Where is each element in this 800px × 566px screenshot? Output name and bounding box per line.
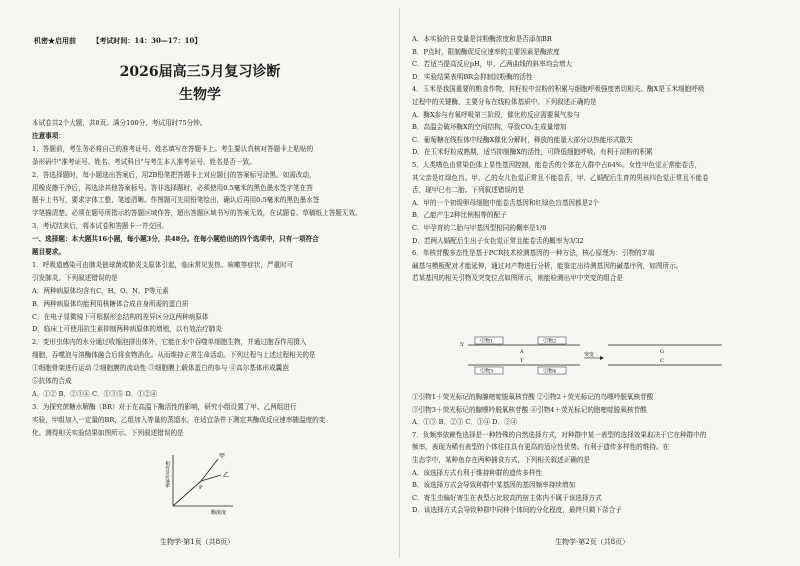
text-line: B．两种病原体均能利用核糖体合成自身所需的蛋白质: [32, 299, 189, 308]
curve-yi: [173, 475, 221, 506]
text-line: A．该选择方式有利于维持种群的遗传多样性: [412, 468, 543, 477]
text-line: 舌，现甲已有二胎。下列叙述错误的是: [412, 186, 525, 195]
text-line: B．该选择方式会导致种群中某基因的基因频率持续增加: [412, 481, 576, 490]
text-line: A．甲的一个初级卵母细胞中能卷舌基因和红绿色盲基因都是2个: [412, 198, 599, 207]
x-axis-label: 酶浓度: [211, 510, 227, 515]
text-line: 5．人类嗜色由常染色体上显性基因控制，能卷舌的个体在人群中占64%。女性甲色觉正常能卷舌，: [412, 161, 702, 169]
curve-jia: [173, 459, 218, 506]
text-line: 实验，甲组加入一定量的BR，乙组加入等量的蒸馏水，在适宜条件下测定其酶促反应速率随温度的变: [32, 415, 326, 424]
page-title: 2026届高三5月复习诊断: [119, 64, 281, 80]
text-line: A．酶X参与有氧呼吸第三阶段，催化的反应需要氧气参与: [412, 110, 580, 119]
text-line: C．寄生虫偏好寄生在表型占比较高的宿主体内不属于该选择方式: [412, 493, 602, 502]
text-line: 碱基与模板配对才能延伸，通过对产物进行分析，能鉴定出待测基因的碱基序列，如图所示。: [412, 261, 683, 270]
text-line: 3．考试结束后，将本试卷和答题卡一并交回。: [32, 222, 169, 231]
text-line: 题目要求。: [32, 248, 65, 256]
footer-right: 生物学·第2页（共8页）: [555, 538, 630, 546]
text-line: 1．答题前，考生务必将自己的准考证号、姓名填写在答题卡上。考生要认真核对答题卡上粘贴的: [32, 144, 314, 153]
footer-left: 生物学·第1页（共8页）: [160, 538, 235, 546]
text-line: 2．答选择题时，每小题选出答案后，用2B铅笔把答题卡上对应题目的答案标号涂黑。如需改动，: [32, 170, 316, 179]
base-c: C: [660, 358, 664, 364]
y-axis-label: 相对反应速率: [164, 461, 170, 488]
mutation-label: 突变: [584, 352, 595, 358]
text-line: 1．呼吸道感染可由肺炎链球菌或肺炎支原体引起，临床常见发热、咳嗽等症状，严重时可: [32, 260, 294, 269]
text-line: C．若适当提高反应pH，甲、乙两曲线的斜率均会增大: [412, 60, 573, 69]
curve-yi-label: 乙: [223, 472, 230, 479]
base-g: G: [660, 349, 664, 355]
text-line: C．甲孕育的二胎与甲基因型相同的概率是1/8: [412, 224, 547, 232]
text-line: A．①② B．②③④ C．①③⑤ D．①②④: [32, 389, 158, 398]
text-line: ①细胞骨架进行运动 ②细胞膜的流动性 ③细胞膜上载体蛋白的参与 ④高尔基体形成囊泡: [32, 364, 289, 373]
text-line: 本试卷共2个大题，共8页。满分100分，考试用时75分钟。: [32, 119, 207, 127]
secret-label: 机密★启用前: [34, 36, 76, 45]
text-line: A．本实验的自变量是淀粉酶浓度和是否添加BR: [412, 35, 552, 43]
text-line: 过程中的关键酶，主要分布在线粒体基质中。下列叙述正确的是: [412, 98, 597, 106]
text-line: D．若两人婚配后生出子女色觉正常且能卷舌的概率为3/32: [412, 236, 584, 245]
text-line: 引发肺炎。下列叙述错误的是: [32, 273, 118, 282]
subject-title: 生物学: [179, 87, 221, 103]
point-p: P: [199, 485, 203, 491]
exam-time: 【考试时间：14：30—17：10】: [92, 36, 202, 45]
text-line: 题卡上书写，要求字体工整、笔迹清晰。作图题可先用铅笔绘出，确认后再用0.5毫米的黑色墨水签: [32, 196, 320, 205]
text-line: 3．为探究蔗糖水解酶（BR）对于在高温下酶活性的影响，研究小组设置了甲、乙两组进行: [32, 402, 297, 411]
text-line: D．在玉米籽粒成熟期，适当抑制酶X的活性，可降低细胞呼吸，有利于淀粉的积累: [412, 148, 653, 157]
text-line: B．乙能产生2种比例相等的配子: [412, 211, 507, 220]
text-line: 频率，表现为稀有表型的个体往往具有更高的适应性优势。有利于遗传多样性的维持。在: [412, 443, 670, 452]
text-line: 一、选择题：本大题共16小题，每小题3分，共48分。在每小题给出的四个选项中，只有一项符合: [32, 235, 319, 244]
exam-header: [34, 36, 201, 46]
base-t: T: [520, 358, 524, 364]
text-line: C．在电子显微镜下可根据形态结构的差异区分这两种病原体: [32, 312, 209, 321]
primer1-label: 引物1: [480, 338, 494, 345]
text-line: 若某基因的相关引物及突变位点如图所示，则能检测出甲中突变的组合是: [412, 274, 623, 283]
text-line: 注意事项：: [32, 131, 65, 140]
text-line: 条形码中"准考证号、姓名、考试科目"与考生本人准考证号、姓名是否一致。: [32, 157, 256, 166]
primer2-label: 引物2: [543, 338, 557, 345]
primer4-label: 引物4: [543, 368, 557, 375]
text-line: A．①③ B．②③ C．①④ D．②④: [412, 418, 518, 427]
text-line: A．两种病原体均含有C、H、O、N、P等元素: [32, 286, 169, 295]
text-line: 7．负频率依赖性选择是一种特殊的自然选择方式，对种群中某一表型的选择效果取决于它在种群中的: [412, 430, 707, 439]
page-right: [400, 0, 800, 566]
text-line: ③引物3＋荧光标记的腺嘌呤脱氧核苷酸 ④引物4＋荧光标记的胞嘧啶脱氧核苷酸: [412, 405, 647, 414]
text-line: D．该选择方式会导致种群中同种个体间的分化程度，最终只剩下杂合子: [412, 506, 622, 515]
text-line: 生态学中，某种鱼存在两种捕食方式，下列相关叙述正确的是: [412, 456, 591, 464]
text-line: 6．单核苷酸多态性是基于PCR技术检测基因的一种方法，核心原理为：引物的3'端: [412, 249, 655, 258]
text-line: B．P点时，限制酶促反应速率的主要因素是酶浓度: [412, 47, 560, 56]
curve-jia-label: 甲: [219, 453, 226, 460]
base-a: A: [520, 349, 524, 355]
text-line: 化。测得相关实验结果如图所示。下列叙述错误的是: [32, 428, 184, 437]
text-line: B．高温会破坏酶X的空间结构，导致CO₂生成量增加: [412, 123, 567, 132]
text-line: 其父亲是红绿色盲。甲、乙的女儿色觉正常且不能卷舌，甲、乙婚配后生育的男孩四色觉正常且不能卷: [412, 173, 709, 182]
text-line: 2．变形虫体内的水分通过收缩泡排出体外，它能在水中吞噬单细胞生物，并通过胞吞作用摄入: [32, 338, 307, 347]
text-line: ⑤抗体的合成: [32, 377, 72, 385]
pcr-diagram: [460, 335, 725, 385]
text-line: D．临床上可使用抗生素抑制两种病原体的增殖，以有效治疗肺炎: [32, 325, 222, 334]
text-line: 4．玉米是我国重要的粮食作物，其籽粒中淀粉的积累与细胞呼吸强度密切相关。酶X是玉米细胞呼吸: [412, 85, 705, 94]
primer3-label: 引物3: [480, 368, 494, 375]
enzyme-rate-graph: [163, 451, 238, 515]
text-line: 用橡皮擦干净后，再选涂其他答案标号。答非选择题时，必须使用0.5毫米的黑色墨水签字笔在答: [32, 183, 313, 192]
text-line: D．实验结果表明BR会抑制淀粉酶的活性: [412, 72, 533, 81]
text-line: 字笔描清楚。必须在题号所指示的答题区域作答，超出答题区域书写的答案无效，在试题卷、草稿纸上答题无效。: [32, 209, 362, 218]
end-label: 5': [460, 342, 465, 348]
text-line: ①引物1＋荧光标记的胸腺嘧啶脱氧核苷酸 ②引物2＋荧光标记的鸟嘌呤脱氧核苷酸: [412, 393, 654, 401]
text-line: 细胞，吞噬泡与溶酶体融合后将食物消化。从而维持正常生命活动。下列过程与上述过程相关的是: [32, 351, 316, 360]
text-line: C．葡萄糖在线粒体中经酶X催化分解时，释放的能量大部分以热能形式散失: [412, 135, 633, 144]
